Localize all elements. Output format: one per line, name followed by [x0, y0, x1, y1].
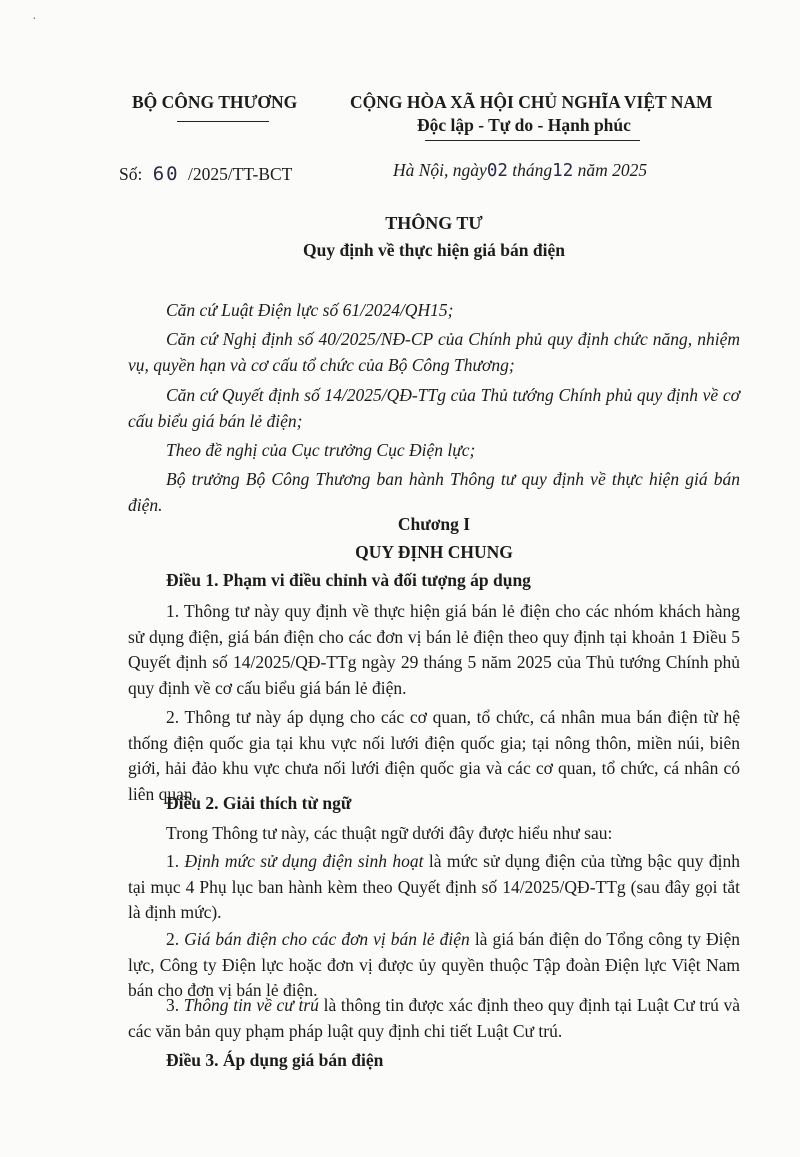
chapter-number: Chương I	[397, 514, 471, 534]
document-type: THÔNG TƯ	[385, 213, 483, 233]
basis-4: Theo đề nghị của Cục trưởng Cục Điện lực;	[166, 440, 476, 460]
basis-1: Căn cứ Luật Điện lực số 61/2024/QH15;	[166, 300, 454, 320]
doc-number-prefix: Số:	[119, 164, 143, 184]
definition-1-number: 1.	[166, 851, 185, 871]
article-2-definition-3	[128, 993, 740, 1044]
article-1-heading: Điều 1. Phạm vi điều chỉnh và đối tượng áp dụng	[166, 570, 531, 590]
date-text-2: tháng	[512, 160, 553, 180]
basis-2: Căn cứ Nghị định số 40/2025/NĐ-CP của Chính phủ quy định chức năng, nhiệm vụ, quyền hạn và cơ cấu tổ chức của Bộ Công Thương;	[128, 329, 740, 375]
motto-underline	[425, 140, 640, 141]
definition-2-number: 2.	[166, 929, 185, 949]
date-month-handwritten: 12	[552, 161, 574, 181]
doc-number-handwritten: 60	[152, 163, 180, 185]
doc-number-suffix: /2025/TT-BCT	[188, 164, 293, 184]
basis-3: Căn cứ Quyết định số 14/2025/QĐ-TTg của Thủ tướng Chính phủ quy định về cơ cấu biểu giá bán lẻ điện;	[128, 385, 740, 431]
article-1-clause-1: 1. Thông tư này quy định về thực hiện giá bán lẻ điện cho các nhóm khách hàng sử dụng điện, giá bán điện cho các đơn vị bán lẻ điện theo quy định tại khoản 1 Điều 5 Quyết định số 14/2025/QĐ-TTg ngày 29 tháng 5 năm 2025 của Thủ tướng Chính phủ quy định về cơ cấu biểu giá bán lẻ điện.	[128, 601, 740, 698]
article-2-definition-1	[128, 849, 740, 926]
motto: Độc lập - Tự do - Hạnh phúc	[417, 115, 631, 135]
date-text-3: năm 2025	[577, 160, 648, 180]
definition-2-text: là giá bán điện do Tổng công ty Điện lực, Công ty Điện lực hoặc đơn vị được ủy quyền thuộc Tập đoàn Điện lực Việt Nam bán cho đơn vị bán lẻ điện.	[128, 929, 740, 1000]
country-name: CỘNG HÒA XÃ HỘI CHỦ NGHĨA VIỆT NAM	[350, 92, 713, 112]
chapter-name: QUY ĐỊNH CHUNG	[355, 542, 513, 562]
definition-3-text: là thông tin được xác định theo quy định tại Luật Cư trú và các văn bản quy phạm pháp luật quy định chi tiết Luật Cư trú.	[128, 995, 741, 1041]
article-1-clause-2: 2. Thông tư này áp dụng cho các cơ quan, tổ chức, cá nhân mua bán điện từ hệ thống điện quốc gia tại khu vực nối lưới điện quốc gia; tại nông thôn, miền núi, biên giới, hải đảo khu vực chưa nối lưới điện quốc gia và các cơ quan, tổ chức, cá nhân có liên quan.	[128, 707, 740, 804]
article-2-intro: Trong Thông tư này, các thuật ngữ dưới đây được hiểu như sau:	[166, 823, 613, 843]
date-day-handwritten: 02	[486, 161, 508, 181]
definition-3-number: 3.	[166, 995, 184, 1015]
date-text-1: Hà Nội, ngày	[393, 160, 487, 180]
definition-1-term: Định mức sử dụng điện sinh hoạt	[184, 851, 424, 871]
definition-1-text: là mức sử dụng điện của từng bậc quy định tại mục 4 Phụ lục ban hành kèm theo Quyết định số 14/2025/QĐ-TTg (sau đây gọi tắt là định mức).	[128, 851, 741, 922]
definition-2-term: Giá bán điện cho các đơn vị bán lẻ điện	[184, 929, 470, 949]
basis-5: Bộ trưởng Bộ Công Thương ban hành Thông tư quy định về thực hiện giá bán điện.	[128, 469, 740, 515]
ministry-name: BỘ CÔNG THƯƠNG	[132, 92, 298, 112]
article-3-heading: Điều 3. Áp dụng giá bán điện	[166, 1050, 384, 1070]
document-subject: Quy định về thực hiện giá bán điện	[303, 240, 565, 260]
ministry-underline	[177, 121, 269, 122]
definition-3-term: Thông tin về cư trú	[183, 995, 319, 1015]
issue-date	[393, 160, 647, 181]
scan-speck: ·	[32, 12, 37, 27]
document-number	[119, 163, 292, 185]
article-2-heading: Điều 2. Giải thích từ ngữ	[166, 793, 352, 813]
